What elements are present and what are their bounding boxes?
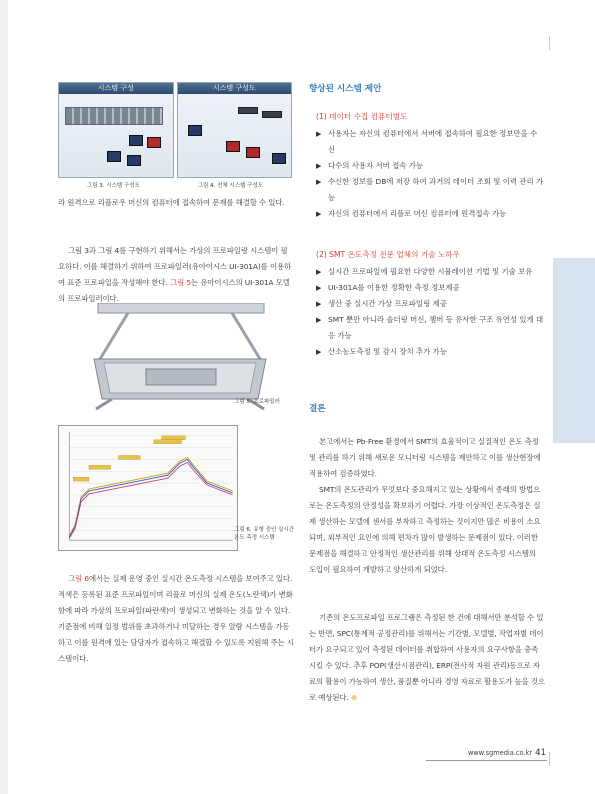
figure-reference: 그림 5	[170, 278, 191, 287]
footer-rule	[426, 760, 547, 761]
system-figures	[58, 82, 292, 178]
bullet-icon: ▶	[316, 130, 322, 138]
paragraph: 라 원격으로 리플로우 머신의 컴퓨터에 접속하여 문제를 해결할 수 있다.	[58, 198, 285, 207]
paragraph: SMT의 온도관리가 무엇보다 중요해지고 있는 상황에서 종래의 방법으로는 온도측정의 안정성을 확보하기 어렵다. 가장 이상적인 온도측정은 실제 생산하는 모델에 센서를 부착하고 측정하는 것이지만 많은 비용이 소요되며, 외부적인 요인에 의해 편차가 많이 발생하는 문제점이 있다. 이러한 문제점을 해결하고 안정적인 생산관리를 위해 상대적 온도측정 시스템의 도입이 필요하여 개발하고 양산하게 되었다.	[309, 485, 541, 574]
crop-mark	[549, 752, 550, 766]
figure-3	[58, 82, 174, 178]
temperature-graph	[58, 425, 238, 551]
server-graphic	[262, 111, 282, 118]
side-color-band	[553, 258, 595, 443]
computer-graphic	[272, 153, 286, 164]
server-graphic	[238, 107, 258, 114]
computer-graphic	[107, 151, 121, 162]
profiler-image	[92, 303, 268, 411]
list-item-text: 수신한 정보를 DB에 저장 하여 과거의 데이터 조회 및 이력 관리 가능	[328, 177, 544, 202]
paragraph	[309, 610, 545, 706]
computer-graphic	[246, 147, 260, 158]
bullet-icon: ▶	[316, 162, 322, 170]
list-item-text: 실시간 프로파일에 필요한 다양한 시뮬레이션 기법 및 기술 보유	[328, 267, 533, 276]
list-item	[316, 264, 544, 280]
computer-graphic	[147, 137, 161, 148]
figure-reference: 그림 6	[68, 574, 89, 583]
figure-4	[177, 82, 293, 178]
list-item	[316, 158, 544, 174]
bullet-icon: ▶	[316, 316, 322, 324]
paragraph-text: 기존의 온도프로파일 프로그램은 측정된 한 건에 대해서만 분석할 수 있는 반면, SPC(통계적 공정관리)를 위해서는 기간별, 모델별, 작업자별 데이터가 요구되고 있어 측정된 데이터를 취합하여 사용자의 요구사항을 충족시킬 수 있다. 추후 POP(생산시점관리), ERP(전사적 자원 관리)등으로 자료의 활용이 가능하여 생산, 품질뿐 아니라 경영 자료로 활용도가 높을 것으로 예상된다.	[309, 613, 545, 702]
paragraph-text: 에서는 실제 운영 중인 실시간 온도측정 시스템을 보여주고 있다. 적색은 등록된 표준 프로파일이며 리플로 머신의 실제 온도(노란색)가 변화함에 따라 가상의 프로파일(파란색)이 생성되고 변화하는 것을 알 수 있다. 기준점에 비해 일정 범위를 초과하거나 미달하는 경우 알람 시스템을 가동하고 이를 원격에 있는 담당자가 접속하고 해결할 수 있도록 지원해 주는 시스템이다.	[58, 574, 294, 663]
figure-5-caption: 그림 5. 프로파일러	[234, 399, 280, 405]
list-item	[316, 126, 544, 158]
figure-3-title: 시스템 구성	[59, 83, 173, 94]
bullet-icon: ▶	[316, 300, 322, 308]
list-item-text: 산소농도측정 및 감시 장치 추가 가능	[328, 347, 447, 356]
list-item-text: 다수의 사용자 서버 접속 가능	[328, 161, 424, 170]
list-item-text: 생산 중 실시간 가상 프로파일링 제공	[328, 299, 447, 308]
bullet-icon: ▶	[316, 178, 322, 186]
list-item	[316, 312, 544, 344]
footer	[468, 748, 546, 758]
bullet-list-2	[316, 264, 544, 360]
bullet-icon: ▶	[316, 348, 322, 356]
list-item-text: 자신의 컴퓨터에서 리플로 머신 컴퓨터에 원격접속 가능	[328, 209, 507, 218]
paragraph-text: 그림 3과 그림 4를 구현하기 위해서는 가상의 프로파일링 시스템이 필요하다. 이를 해결하기 위하여 프로파일러(유아이시스 UI-301A)를 이용하여 표준 프로파일을 작성해야 한다.	[58, 246, 292, 287]
footer-url: www.sgmedia.co.kr	[467, 749, 533, 757]
page-number: 41	[535, 748, 546, 758]
figure-4-caption: 그림 4. 전체 시스템 구성도	[197, 183, 264, 189]
paragraph	[58, 243, 294, 307]
figure-3-caption: 그림 3. 시스템 구성도	[86, 183, 140, 189]
figure-6-caption: 그림 6. 유형 중인 실시간 온도 측정 시스템	[234, 527, 295, 541]
paragraph: 본고에서는 Pb-Free 환경에서 SMT의 효율적이고 실질적인 온도 측정 및 관리를 하기 위해 새로운 모니터링 시스템을 제안하고 이를 생산현장에 적용하여 검증하였다.	[309, 437, 541, 478]
bullet-icon: ▶	[316, 210, 322, 218]
list-item	[316, 296, 544, 312]
paragraph-text: 는 유아이시스의 UI-301A 모델의 프로파일러이다.	[58, 278, 290, 303]
computer-graphic	[129, 135, 143, 146]
list-item-text: UI-301A를 이용한 정확한 측정 정보제공	[328, 283, 460, 292]
bullet-icon: ▶	[316, 268, 322, 276]
bullet-icon: ▶	[316, 284, 322, 292]
figure-captions	[58, 181, 292, 189]
bullet-list-1	[316, 126, 544, 222]
crop-mark	[549, 36, 550, 50]
list-item-text: SMT 뿐만 아니라 솔더링 머신, 챔버 등 유사한 구조 유연성 있게 대응 가능	[328, 315, 544, 340]
end-mark-icon: ⊕	[350, 693, 358, 702]
reflow-machine-graphic	[65, 107, 163, 125]
section-title: 향상된 시스템 제안	[309, 84, 382, 94]
list-item	[316, 344, 544, 360]
subsection-title: (1) 데이터 수집 컴퓨터별도	[316, 112, 408, 121]
computer-graphic	[226, 141, 240, 152]
list-item-text: 사용자는 자신의 컴퓨터에서 서버에 접속하여 필요한 정보만을 수신	[328, 129, 538, 154]
conclusion-title: 결론	[309, 404, 326, 414]
computer-graphic	[188, 125, 202, 136]
list-item	[316, 280, 544, 296]
figure-4-title: 시스템 구성도	[178, 83, 292, 94]
computer-graphic	[127, 155, 141, 166]
left-margin-strip	[0, 0, 8, 794]
paragraph	[58, 571, 294, 667]
subsection-title: (2) SMT 온도측정 전문 업체의 기술 노하우	[316, 250, 460, 259]
list-item	[316, 206, 544, 222]
list-item	[316, 174, 544, 206]
